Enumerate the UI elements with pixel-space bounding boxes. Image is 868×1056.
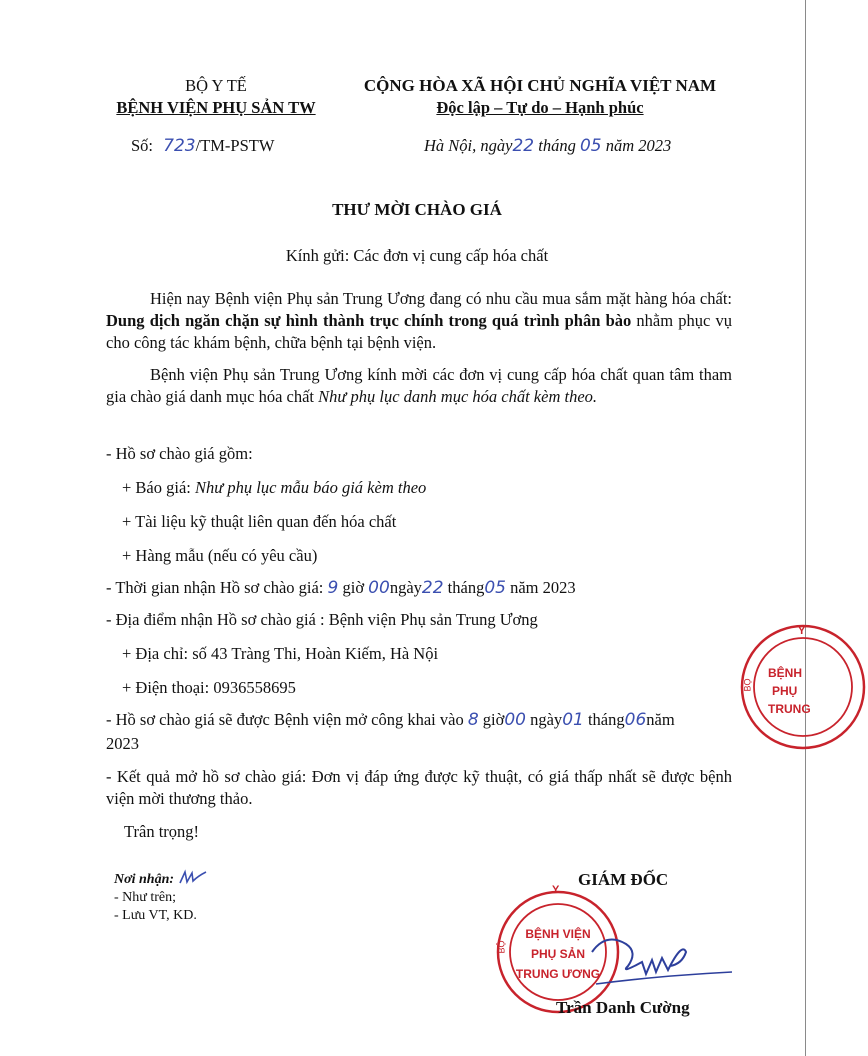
stamp-text: BỆNH VIỆN PHỤ SẢN TRUNG ƯƠNG xyxy=(515,927,601,981)
regards: Trân trọng! xyxy=(124,822,200,841)
side-stamp: Y BỘ BỆNH PHỤ TRUNG xyxy=(738,622,806,752)
paragraph-invite: Bệnh viện Phụ sản Trung Ương kính mời các đơn vị cung cấp hóa chất quan tâm tham gia chào giá danh mục hóa chất Như phụ lục danh mục hóa chất kèm theo. xyxy=(106,365,732,406)
date-month-handwritten: 05 xyxy=(579,136,602,156)
receive-time: - Thời gian nhận Hồ sơ chào giá: 9 giờ 00ngày22 tháng05 năm 2023 xyxy=(106,578,576,598)
national-motto: Độc lập – Tự do – Hạnh phúc xyxy=(436,98,644,117)
recipients-label: Nơi nhận: xyxy=(114,870,208,889)
result-line: - Kết quả mở hồ sơ chào giá: Đơn vị đáp ứng được kỹ thuật, có giá thấp nhất sẽ được bệnh viện mời thương thảo. xyxy=(106,767,732,808)
initials-signature-icon xyxy=(178,870,208,886)
header-right xyxy=(342,76,738,118)
hospital-name: BỆNH VIỆN PHỤ SẢN TW xyxy=(116,98,316,117)
dossier-samples: + Hàng mẫu (nếu có yêu cầu) xyxy=(122,546,318,565)
dossier-docs: + Tài liệu kỹ thuật liên quan đến hóa chất xyxy=(122,512,397,531)
director-signature-icon xyxy=(586,922,736,1002)
side-stamp-text: BỆNH PHỤ TRUNG xyxy=(768,666,811,716)
signer-name: Trần Danh Cường xyxy=(556,998,690,1017)
receive-min-handwritten: 00 xyxy=(368,578,390,598)
header-left xyxy=(98,76,334,118)
number-handwritten: 723 xyxy=(163,136,196,156)
ministry-name: BỘ Y TẾ xyxy=(185,76,247,95)
document-date: Hà Nội, ngày22 tháng 05 năm 2023 xyxy=(424,136,672,156)
recipient-line: Kính gửi: Các đơn vị cung cấp hóa chất xyxy=(285,246,549,265)
recipients-block xyxy=(114,870,208,925)
receive-place: - Địa điểm nhận Hồ sơ chào giá : Bệnh viện Phụ sản Trung Ương xyxy=(106,610,538,629)
receive-month-handwritten: 05 xyxy=(484,578,506,598)
paragraph-need: Hiện nay Bệnh viện Phụ sản Trung Ương đang có nhu cầu mua sắm mặt hàng hóa chất: Dung dịch ngăn chặn sự hình thành trục chính trong quá trình phân bào nhằm phục vụ cho công tác khám bệnh, chữa bệnh tại bệnh viện. xyxy=(106,289,732,352)
product-name: Dung dịch ngăn chặn sự hình thành trục chính trong quá trình phân bào xyxy=(106,311,632,330)
recipient-item: - Như trên; xyxy=(114,890,177,905)
dossier-quote: + Báo giá: Như phụ lục mẫu báo giá kèm theo xyxy=(122,478,427,497)
date-day-handwritten: 22 xyxy=(512,136,535,156)
recipient-item: - Lưu VT, KD. xyxy=(114,908,197,923)
open-month-handwritten: 06 xyxy=(624,710,647,730)
receive-day-handwritten: 22 xyxy=(421,578,444,598)
open-year: 2023 xyxy=(106,734,139,753)
receive-hour-handwritten: 9 xyxy=(327,578,339,598)
dossier-title: - Hồ sơ chào giá gồm: xyxy=(106,444,253,463)
open-day-handwritten: 01 xyxy=(562,710,584,730)
document-number: Số: 723/TM-PSTW xyxy=(131,136,275,156)
address-line: + Địa chỉ: số 43 Tràng Thi, Hoàn Kiếm, Hà Nội xyxy=(122,644,439,663)
open-time: - Hồ sơ chào giá sẽ được Bệnh viện mở công khai vào 8 giờ00 ngày01 tháng06năm xyxy=(106,710,675,730)
open-hour-handwritten: 8 xyxy=(467,710,479,730)
letter-title: THƯ MỜI CHÀO GIÁ xyxy=(332,200,502,219)
nation-title: CỘNG HÒA XÃ HỘI CHỦ NGHĨA VIỆT NAM xyxy=(363,76,717,95)
director-title: GIÁM ĐỐC xyxy=(578,870,669,889)
official-stamp: Y BỘ BỆNH VIỆN PHỤ SẢN TRUNG ƯƠNG xyxy=(494,888,622,1016)
open-min-handwritten: 00 xyxy=(504,710,526,730)
phone-line: + Điện thoại: 0936558695 xyxy=(122,678,296,697)
page-edge xyxy=(805,0,806,1056)
